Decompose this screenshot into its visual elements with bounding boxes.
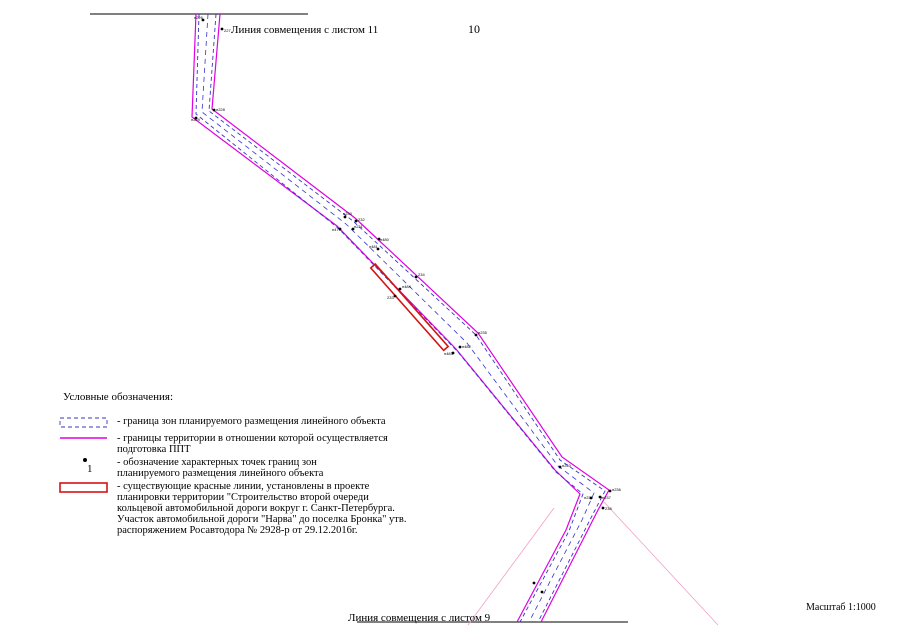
point-label: н236: [612, 487, 621, 492]
point-dot: [559, 466, 562, 469]
point-label: 238: [605, 506, 612, 511]
point-dot: [399, 288, 402, 291]
legend-item-text: - граница зон планируемого размещения линейного объекта: [117, 416, 386, 427]
point-marker: [444, 351, 454, 356]
point-marker: [221, 28, 232, 33]
point-label: 232: [358, 217, 365, 222]
point-dot: [609, 490, 612, 493]
point-dot: [213, 109, 216, 112]
top-match-label: Линия совмещения с листом 11: [231, 24, 379, 36]
dashed-blue-rect-icon: [58, 416, 110, 430]
existing-red-lines: [371, 264, 448, 350]
point-dot: [355, 220, 358, 223]
point-marker: [387, 295, 396, 300]
svg-text:1: 1: [87, 463, 93, 475]
point-dot: [221, 28, 224, 31]
point-dot: [394, 295, 397, 298]
point-marker: [191, 117, 201, 122]
bottom-match-label: Линия совмещения с листом 9: [348, 612, 491, 624]
point-label: 234: [418, 272, 425, 277]
point-label: н231: [354, 224, 363, 229]
point-label: н480: [380, 237, 389, 242]
point-marker-icon: [58, 457, 110, 477]
legend-item-text: - границы территории в отношении которой осуществляется подготовка ППТ: [117, 433, 388, 455]
point-marker: [213, 107, 226, 112]
point-marker: [609, 487, 622, 492]
point-marker: [343, 211, 353, 218]
red-rect-icon: [58, 481, 110, 495]
point-dot: [602, 507, 605, 510]
point-marker: [602, 506, 613, 511]
point-label: н228: [216, 107, 225, 112]
point-label: н230: [343, 211, 352, 216]
point-marker: [369, 244, 379, 250]
point-marker: [332, 227, 342, 232]
point-label: н483: [444, 351, 453, 356]
point-dot: [541, 591, 544, 594]
point-label: н479: [332, 227, 341, 232]
point-label: н481: [369, 244, 378, 249]
point-label: н240: [562, 463, 571, 468]
point-marker: [355, 217, 366, 222]
magenta-line-icon: [58, 433, 110, 447]
scale-label: Масштаб 1:1000: [806, 602, 876, 613]
point-marker: [459, 344, 472, 349]
point-dot: [533, 582, 536, 585]
point-marker: [399, 284, 412, 290]
point-label: н226: [194, 15, 203, 20]
point-label: н235: [478, 330, 487, 335]
point-marker: [378, 237, 390, 242]
point-label: 233: [387, 295, 394, 300]
point-label: 227: [224, 28, 231, 33]
legend-item-text: - существующие красные линии, установлены в проекте планировки территории "Строительство второй очереди кольцевой автомобильной дороги вокруг г. Санкт-Петербурга. Участок автомобильной дороги "Нарва" до поселка Бронка" утв. распоряжением Росавтодора № 2928-р от 29.12.2016г.: [117, 481, 407, 536]
point-dot: [599, 496, 602, 499]
point-dot: [415, 276, 418, 279]
thin-pink-line: [604, 502, 718, 625]
point-label: н484: [402, 284, 411, 289]
point-dot: [459, 346, 462, 349]
point-label: н229: [191, 117, 200, 122]
point-marker: [584, 495, 594, 500]
legend-item-text: - обозначение характерных точек границ зон планируемого размещения линейного объекта: [117, 457, 324, 479]
point-dot: [475, 334, 478, 337]
thin-pink-line: [468, 508, 554, 625]
point-marker: [559, 463, 572, 468]
legend-title: Условные обозначения:: [63, 391, 174, 403]
point-label: н239: [584, 495, 593, 500]
point-label: н237: [602, 495, 611, 500]
point-dot: [344, 216, 347, 219]
point-label: н482: [462, 344, 471, 349]
sheet-number: 10: [468, 22, 480, 36]
